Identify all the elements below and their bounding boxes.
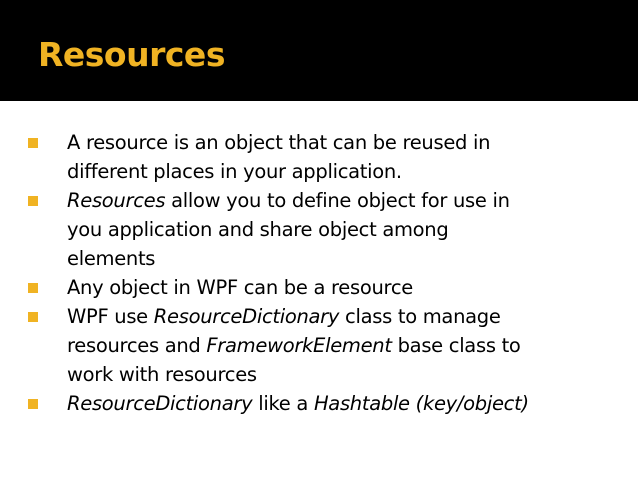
bullet-line <box>67 215 587 244</box>
bullet-text: like a <box>252 392 314 415</box>
bullet-marker-icon <box>28 312 38 322</box>
bullet-marker-icon <box>28 196 38 206</box>
bullet-text-italic: Resources <box>67 189 166 212</box>
bullet-marker-icon <box>28 138 38 148</box>
bullet-text: elements <box>67 247 156 270</box>
bullet-line <box>67 360 587 389</box>
bullet-line <box>67 128 587 157</box>
bullet-text: you application and share object among <box>67 218 449 241</box>
bullet-text: Any object in WPF can be a resource <box>67 276 413 299</box>
bullet-line <box>67 331 587 360</box>
bullet-text: allow you to define object for use in <box>165 189 510 212</box>
bullet-text-italic: ResourceDictionary <box>153 305 340 328</box>
bullet-line <box>67 157 587 186</box>
bullet-item <box>0 186 587 273</box>
bullet-text: class to manage <box>339 305 501 328</box>
bullet-text: base class to <box>391 334 521 357</box>
bullet-text-italic: Hashtable (key/object) <box>313 392 529 415</box>
slide-title: Resources <box>38 35 225 74</box>
bullet-text-italic: ResourceDictionary <box>67 392 253 415</box>
bullet-item <box>0 302 587 389</box>
title-bar <box>0 0 638 101</box>
bullet-marker-icon <box>28 399 38 409</box>
bullet-line <box>67 273 587 302</box>
bullet-text: work with resources <box>67 363 257 386</box>
bullet-text: A resource is an object that can be reused in <box>67 131 491 154</box>
bullet-list <box>0 128 638 418</box>
bullet-line <box>67 186 587 215</box>
bullet-item <box>0 273 587 302</box>
bullet-text: resources and <box>67 334 207 357</box>
bullet-text: WPF use <box>67 305 154 328</box>
bullet-text-italic: FrameworkElement <box>206 334 392 357</box>
bullet-line <box>67 389 587 418</box>
bullet-line <box>67 244 587 273</box>
bullet-item <box>0 128 587 186</box>
bullet-line <box>67 302 587 331</box>
bullet-item <box>0 389 587 418</box>
bullet-marker-icon <box>28 283 38 293</box>
bullet-text: different places in your application. <box>67 160 402 183</box>
